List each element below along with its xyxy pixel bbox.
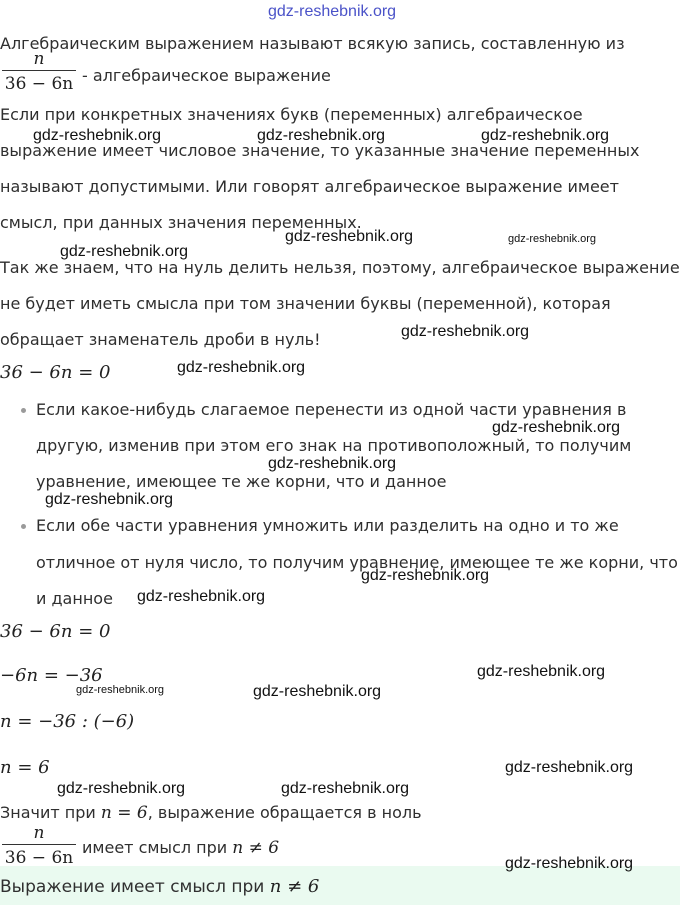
meaning-line [82, 838, 279, 858]
watermark: gdz-reshebnik.org [492, 419, 621, 436]
watermark: gdz-reshebnik.org [505, 855, 634, 872]
fraction-numerator: n [33, 49, 45, 69]
watermark: gdz-reshebnik.org [477, 663, 606, 680]
watermark: gdz-reshebnik.org [481, 127, 610, 144]
bullet-line: уравнение, имеющее те же корни, что и данное [36, 472, 447, 491]
conclusion-suffix: , выражение обращается в ноль [147, 803, 422, 822]
answer-math: n ≠ 6 [269, 876, 320, 897]
watermark: gdz-reshebnik.org [505, 759, 634, 776]
paragraph-line: обращает знаменатель дроби в нуль! [0, 330, 321, 349]
paragraph-line: Так же знаем, что на нуль делить нельзя, поэтому, алгебраическое выражение [0, 258, 680, 277]
solution-step: 36 − 6n = 0 [0, 621, 111, 642]
paragraph-line: Если при конкретных значениях букв (переменных) алгебраическое [0, 105, 583, 124]
bullet-dot [21, 408, 26, 413]
header-watermark: gdz-reshebnik.org [268, 3, 397, 20]
conclusion-line [0, 803, 422, 823]
conclusion-math: n = 6 [100, 803, 148, 823]
bullet-dot [21, 524, 26, 529]
watermark: gdz-reshebnik.org [253, 683, 382, 700]
bullet-line: другую, изменив при этом его знак на противоположный, то получим [36, 436, 632, 455]
fraction-bar [2, 844, 76, 845]
solution-step: n = −36 : (−6) [0, 711, 135, 732]
meaning-math: n ≠ 6 [232, 838, 280, 858]
fraction-numerator: n [33, 823, 45, 843]
fraction-denominator: 36 − 6n [4, 848, 74, 868]
intro-line: Алгебраическим выражением называют всякую запись, составленную из [0, 34, 625, 53]
conclusion-fraction [2, 824, 76, 868]
answer-line [0, 877, 319, 897]
fraction-caption: - алгебраическое выражение [82, 66, 331, 85]
watermark: gdz-reshebnik.org [45, 491, 174, 508]
solution-step: −6n = −36 [0, 665, 103, 686]
equation: 36 − 6n = 0 [0, 362, 111, 383]
meaning-text: имеет смысл при [82, 838, 228, 857]
solution-step: n = 6 [0, 757, 50, 778]
fraction-bar [2, 70, 76, 71]
paragraph-line: смысл, при данных значения переменных. [0, 213, 362, 232]
watermark: gdz-reshebnik.org [268, 455, 397, 472]
watermark: gdz-reshebnik.org [508, 233, 597, 245]
bullet-line: и данное [36, 589, 113, 608]
watermark: gdz-reshebnik.org [60, 243, 189, 260]
watermark: gdz-reshebnik.org [137, 588, 266, 605]
watermark: gdz-reshebnik.org [177, 359, 306, 376]
paragraph-line: называют допустимыми. Или говорят алгебраическое выражение имеет [0, 177, 619, 196]
paragraph-line: не будет иметь смысла при том значении буквы (переменной), которая [0, 294, 611, 313]
bullet-line: Если какое-нибудь слагаемое перенести из одной части уравнения в [36, 400, 627, 419]
paragraph-line: выражение имеет числовое значение, то указанные значение переменных [0, 141, 640, 160]
watermark: gdz-reshebnik.org [33, 127, 162, 144]
watermark: gdz-reshebnik.org [57, 780, 186, 797]
answer-text: Выражение имеет смысл при [0, 877, 265, 897]
watermark: gdz-reshebnik.org [285, 228, 414, 245]
watermark: gdz-reshebnik.org [361, 567, 490, 584]
watermark: gdz-reshebnik.org [281, 780, 410, 797]
watermark: gdz-reshebnik.org [401, 323, 530, 340]
intro-fraction [2, 50, 76, 94]
watermark: gdz-reshebnik.org [76, 684, 165, 696]
fraction-denominator: 36 − 6n [4, 74, 74, 94]
watermark: gdz-reshebnik.org [257, 127, 386, 144]
conclusion-prefix: Значит при [0, 803, 96, 822]
bullet-line: отличное от нуля число, то получим уравнение, имеющее те же корни, что [36, 553, 678, 572]
bullet-line: Если обе части уравнения умножить или разделить на одно и то же [36, 516, 619, 535]
